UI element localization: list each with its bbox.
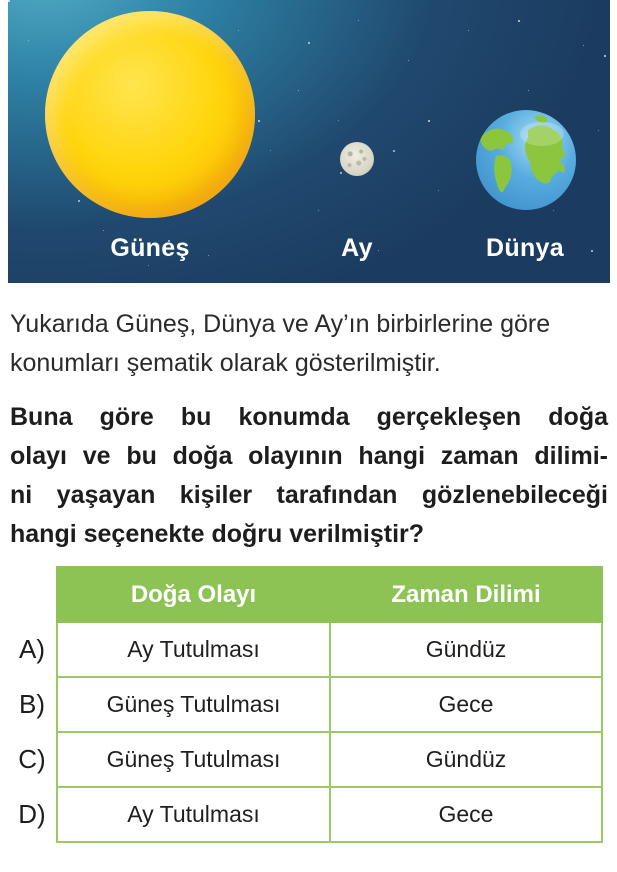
option-row-a[interactable] [8, 622, 602, 677]
question-intro [10, 305, 608, 383]
intro-line: Yukarıda Güneş, Dünya ve Ay’ın birbirlerine göre [10, 310, 551, 338]
answer-table [8, 566, 603, 843]
earth-label: Dünya [486, 234, 564, 262]
moon-label: Ay [341, 234, 373, 262]
prompt-line: olayı ve bu doğa olayının hangi zaman dilimi- [10, 442, 608, 470]
option-letter: C) [8, 732, 57, 787]
intro-line: konumları şematik olarak gösterilmiştir. [10, 349, 441, 377]
option-letter: D) [8, 787, 57, 842]
sun-label: Güneş [110, 234, 190, 262]
option-event: Ay Tutulması [57, 787, 330, 842]
question-prompt [10, 398, 608, 554]
header-spacer [8, 567, 57, 622]
moon-illustration [340, 142, 374, 176]
sun-illustration [45, 11, 255, 218]
option-row-d[interactable] [8, 787, 602, 842]
prompt-line: Buna göre bu konumda gerçekleşen doğa [10, 403, 608, 431]
option-row-c[interactable] [8, 732, 602, 787]
table-header-row [8, 567, 602, 622]
column-header-event: Doğa Olayı [57, 567, 330, 622]
option-event: Güneş Tutulması [57, 732, 330, 787]
solar-system-diagram [8, 0, 610, 283]
prompt-line: ni yaşayan kişiler tarafından gözlenebileceği [10, 481, 608, 509]
option-time: Gündüz [330, 732, 602, 787]
option-time: Gündüz [330, 622, 602, 677]
option-event: Güneş Tutulması [57, 677, 330, 732]
column-header-time: Zaman Dilimi [330, 567, 602, 622]
option-time: Gece [330, 677, 602, 732]
option-row-b[interactable] [8, 677, 602, 732]
option-letter: B) [8, 677, 57, 732]
earth-illustration [476, 110, 576, 210]
option-event: Ay Tutulması [57, 622, 330, 677]
option-letter: A) [8, 622, 57, 677]
prompt-line: hangi seçenekte doğru verilmiştir? [10, 520, 425, 548]
option-time: Gece [330, 787, 602, 842]
